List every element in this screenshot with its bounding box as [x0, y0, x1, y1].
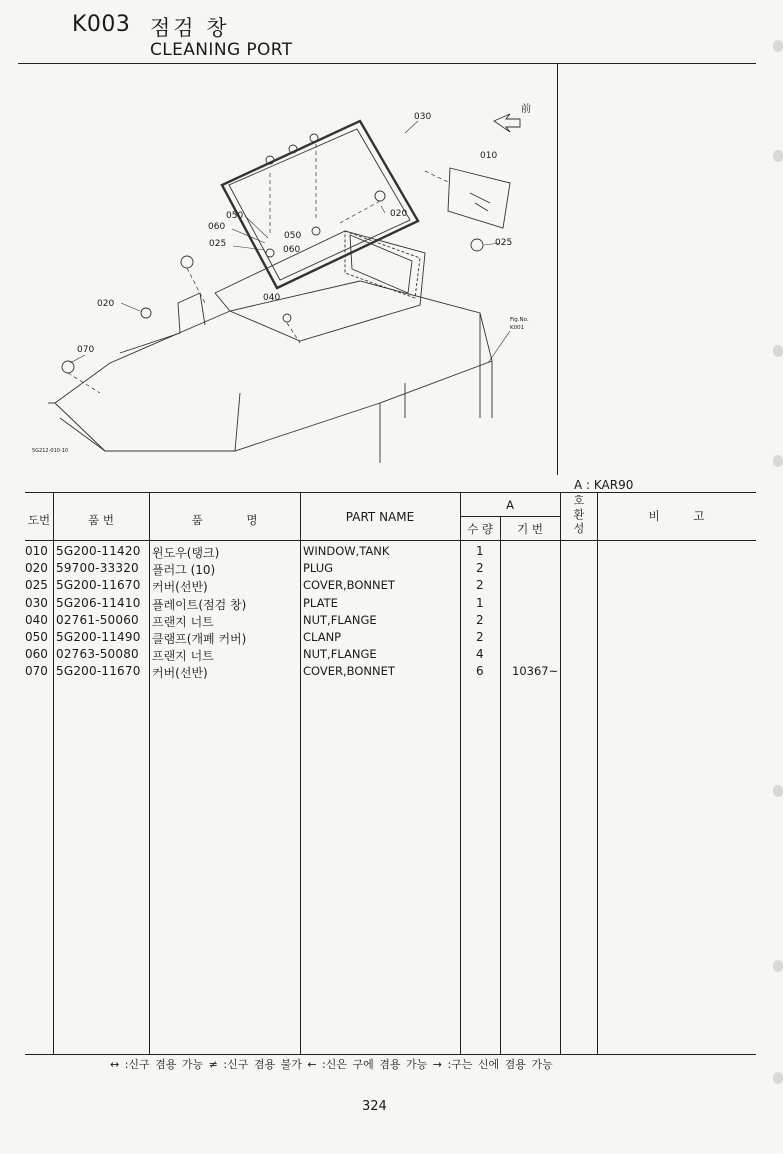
table-bottom-rule	[25, 1054, 756, 1055]
part-name-ko: 클램프(개폐 커버)	[152, 632, 247, 646]
callout-025-left: 025	[209, 239, 227, 249]
callout-060-left: 060	[208, 222, 226, 232]
model-label: A : KAR90	[574, 478, 634, 492]
table-row	[0, 613, 783, 630]
section-title-korean: 점검 창	[150, 16, 230, 40]
part-number: 5G200-11420	[56, 544, 141, 558]
part-name-en: COVER,BONNET	[303, 664, 395, 678]
group-a-divider	[460, 516, 560, 517]
header-ref-no: 도번	[27, 513, 51, 527]
table-header-rule	[25, 540, 756, 541]
callout-010: 010	[480, 151, 498, 161]
binder-hole	[773, 40, 783, 52]
part-name-en: COVER,BONNET	[303, 578, 395, 592]
quantity: 2	[476, 561, 484, 575]
part-name-ko: 커버(선반)	[152, 580, 208, 594]
front-arrow-icon	[494, 114, 520, 132]
callout-040: 040	[263, 293, 281, 303]
plug-020-right-drawing	[375, 191, 385, 201]
part-name-ko: 플레이트(점검 창)	[152, 598, 247, 612]
cover-070-drawing	[62, 361, 74, 373]
callout-020-left: 020	[97, 299, 115, 309]
table-row	[0, 647, 783, 664]
table-row	[0, 578, 783, 595]
header-part-no: 품 번	[88, 513, 114, 527]
part-name-en: CLANP	[303, 630, 342, 644]
plug-020-drawing	[141, 308, 151, 318]
part-name-ko: 윈도우(탱크)	[152, 546, 220, 560]
quantity: 2	[476, 578, 484, 592]
part-number: 02761-50060	[56, 613, 139, 627]
header-remarks: 비 고	[648, 509, 705, 523]
ref-no: 020	[25, 561, 48, 575]
part-name-en: PLUG	[303, 561, 334, 575]
binder-hole	[773, 1072, 783, 1084]
nut-040-drawing	[283, 314, 291, 322]
table-row	[0, 544, 783, 561]
quantity: 2	[476, 630, 484, 644]
plate-030-drawing	[222, 121, 418, 288]
ref-no: 070	[25, 664, 48, 678]
ref-no: 010	[25, 544, 48, 558]
part-number: 5G206-11410	[56, 596, 141, 610]
ref-no: 030	[25, 596, 48, 610]
quantity: 4	[476, 647, 484, 661]
part-number: 5G200-11490	[56, 630, 141, 644]
binder-hole	[773, 345, 783, 357]
interchangeability-legend: ↔ :신구 겸용 가능 ≠ :신구 겸용 불가 ← :신은 구에 겸용 가능 → :구는 신에 겸용 가능	[110, 1058, 553, 1071]
header-name-ko: 품 명	[191, 513, 258, 527]
binder-hole	[773, 150, 783, 162]
table-top-rule	[25, 492, 756, 493]
drawing-number: 5G212-010-10	[32, 448, 69, 454]
part-name-en: PLATE	[303, 596, 338, 610]
section-code: K003	[72, 12, 131, 37]
header-serial: 기 번	[517, 522, 543, 536]
callout-020-right: 020	[390, 209, 408, 219]
part-name-en: NUT,FLANGE	[303, 647, 377, 661]
callout-070: 070	[77, 345, 95, 355]
part-name-ko: 커버(선반)	[152, 666, 208, 680]
ref-no: 050	[25, 630, 48, 644]
header-name-en: PART NAME	[345, 510, 415, 524]
section-title-english: CLEANING PORT	[150, 40, 293, 60]
fig-no-label: Fig.No.	[510, 317, 529, 323]
header-qty: 수 량	[467, 522, 493, 536]
callout-030: 030	[414, 112, 432, 122]
quantity: 2	[476, 613, 484, 627]
callout-060-right: 060	[283, 245, 301, 255]
ref-no: 025	[25, 578, 48, 592]
front-label: 前	[521, 104, 531, 115]
part-number: 02763-50080	[56, 647, 139, 661]
part-number: 5G200-11670	[56, 578, 141, 592]
ref-no: 060	[25, 647, 48, 661]
quantity: 1	[476, 544, 484, 558]
callout-025-right: 025	[495, 238, 513, 248]
part-number: 59700-33320	[56, 561, 139, 575]
binder-hole	[773, 960, 783, 972]
part-name-ko: 프랜지 너트	[152, 649, 214, 663]
part-name-ko: 프랜지 너트	[152, 615, 214, 629]
cover-025-drawing	[181, 256, 193, 268]
binder-hole	[773, 785, 783, 797]
quantity: 1	[476, 596, 484, 610]
exploded-diagram	[0, 63, 560, 463]
table-row	[0, 596, 783, 613]
part-name-ko: 플러그 (10)	[152, 563, 216, 577]
callout-050-left: 050	[226, 211, 244, 221]
table-row	[0, 664, 783, 681]
page-number: 324	[362, 1099, 387, 1114]
part-number: 5G200-11670	[56, 664, 141, 678]
table-row	[0, 561, 783, 578]
fig-no-value: K001	[510, 325, 525, 331]
serial-range: 10367~	[512, 664, 559, 678]
table-row	[0, 630, 783, 647]
tank-body-drawing	[48, 231, 492, 463]
cover-025-right-drawing	[471, 239, 483, 251]
header-interchange: 호 환 성	[573, 494, 585, 535]
quantity: 6	[476, 664, 484, 678]
part-name-en: WINDOW,TANK	[303, 544, 390, 558]
header-group-a: A	[506, 498, 514, 512]
ref-no: 040	[25, 613, 48, 627]
part-name-en: NUT,FLANGE	[303, 613, 377, 627]
callout-050-right: 050	[284, 231, 302, 241]
binder-hole	[773, 455, 783, 467]
